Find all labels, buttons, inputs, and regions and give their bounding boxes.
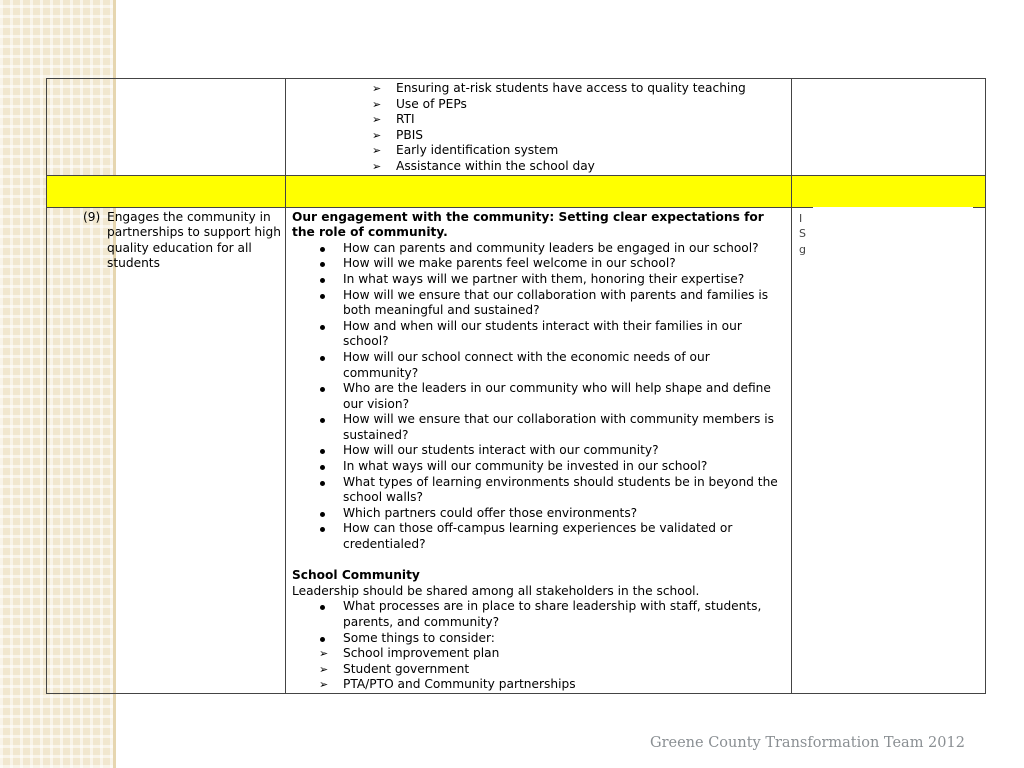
arrow-bullet-icon: ➢ [319,647,329,661]
table-row-top [47,79,986,176]
arrow-bullet-icon: ➢ [372,82,382,95]
footer-text: Greene County Transformation Team 2012 [650,735,965,751]
bullet-dot-icon [320,418,325,423]
notes-fragment: S [799,227,806,241]
bullet-text: Student government [343,661,470,676]
question-item [317,350,785,381]
notes-fragments [799,211,809,258]
bullet-dot-icon [320,449,325,454]
border-gap [813,207,973,208]
arrow-bullet-icon: ➢ [372,144,382,158]
question-item [317,506,785,522]
question-item [317,256,785,272]
bullet-text: PBIS [396,127,424,142]
arrow-bullet-item [370,81,791,97]
school-community-text: Leadership should be shared among all stakeholders in the school. [292,583,700,598]
question-text: How will we ensure that our collaboration with community members is sustained? [343,412,774,442]
arrow-bullet-icon: ➢ [372,159,382,173]
bullet-text: Early identification system [396,143,559,158]
school-community-question-list [292,599,785,646]
question-item [317,475,785,506]
indicator-text: Engages the community in partnerships to support high quality education for all students [107,209,281,271]
bullet-text: Ensuring at-risk students have access to quality teaching [396,81,746,95]
bullet-dot-icon [320,325,325,330]
school-community-heading: School Community [292,568,420,583]
question-item [317,381,785,412]
question-text: How can those off-campus learning experiences be validated or credentialed? [343,521,733,552]
bullet-dot-icon [320,637,325,642]
bullet-text: RTI [396,112,415,127]
arrow-bullet-item [317,662,785,678]
document-table [46,78,986,694]
bullet-dot-icon [320,262,325,267]
bullet-text: Assistance within the school day [396,158,595,173]
arrow-bullet-item [370,159,791,175]
notes-cell [792,207,986,693]
bullet-text: School improvement plan [343,646,500,661]
question-text: How can parents and community leaders be engaged in our school? [343,240,759,255]
bullet-dot-icon [320,481,325,486]
question-item [317,521,785,552]
arrow-bullet-icon: ➢ [319,678,329,692]
question-text: Some things to consider: [343,630,495,645]
bullet-dot-icon [320,387,325,392]
bullet-dot-icon [320,527,325,532]
question-text: How and when will our students interact with their families in our school? [343,318,742,349]
indicator [47,208,285,272]
question-item [317,241,785,257]
question-item [317,288,785,319]
bullet-dot-icon [320,278,325,283]
top-bullet-list [286,81,791,175]
bullet-text: PTA/PTO and Community partnerships [343,677,576,692]
question-text: How will our students interact with our community? [343,443,659,458]
question-item [317,599,785,630]
bullet-dot-icon [320,247,325,252]
arrow-bullet-item [370,112,791,128]
notes-fragment: g [799,242,806,256]
arrow-bullet-icon: ➢ [319,662,329,676]
question-text: In what ways will we partner with them, honoring their expertise? [343,271,745,286]
question-text: Who are the leaders in our community who will help shape and define our vision? [343,381,771,411]
arrow-bullet-icon: ➢ [372,113,382,127]
question-text: What types of learning environments should students be in beyond the school walls? [343,474,778,505]
highlight-cell-1 [47,175,286,207]
question-text: Which partners could offer those environments? [343,505,638,520]
indicator-number: (9) [83,209,101,224]
question-item [317,443,785,459]
question-text: How will we ensure that our collaboration with parents and families is both meaningful and sustained? [343,287,769,318]
bullet-dot-icon [320,512,325,517]
question-text: What processes are in place to share leadership with staff, students, parents, and community? [343,599,762,629]
arrow-bullet-item [370,97,791,113]
question-text: How will our school connect with the economic needs of our community? [343,349,710,380]
bullet-dot-icon [320,605,325,610]
arrow-bullet-item [317,677,785,693]
notes-fragment: I [799,211,803,225]
question-text: In what ways will our community be invested in our school? [343,459,708,474]
question-item [317,459,785,475]
highlight-cell-3 [792,175,986,207]
question-item [317,319,785,350]
table-row-highlight [47,175,986,207]
consider-list [292,646,785,693]
arrow-bullet-icon: ➢ [372,128,382,142]
table-row-main [47,207,986,693]
bullet-text: Use of PEPs [396,96,467,111]
arrow-bullet-item [370,128,791,144]
bullet-dot-icon [320,465,325,470]
top-notes-cell [792,79,986,176]
question-item [317,412,785,443]
highlight-cell-2 [286,175,792,207]
bullet-dot-icon [320,356,325,361]
spacer [292,553,785,569]
question-text: How will we make parents feel welcome in our school? [343,256,676,271]
question-item [317,631,785,647]
arrow-bullet-icon: ➢ [372,97,382,111]
question-item [317,272,785,288]
engagement-heading: Our engagement with the community: Setting clear expectations for the role of community. [292,209,764,240]
engagement-question-list [292,241,785,553]
top-indicator-cell [47,79,286,176]
main-content-cell [286,207,792,693]
arrow-bullet-item [317,646,785,662]
top-content-cell [286,79,792,176]
arrow-bullet-item [370,143,791,159]
indicator-cell [47,207,286,693]
bullet-dot-icon [320,294,325,299]
